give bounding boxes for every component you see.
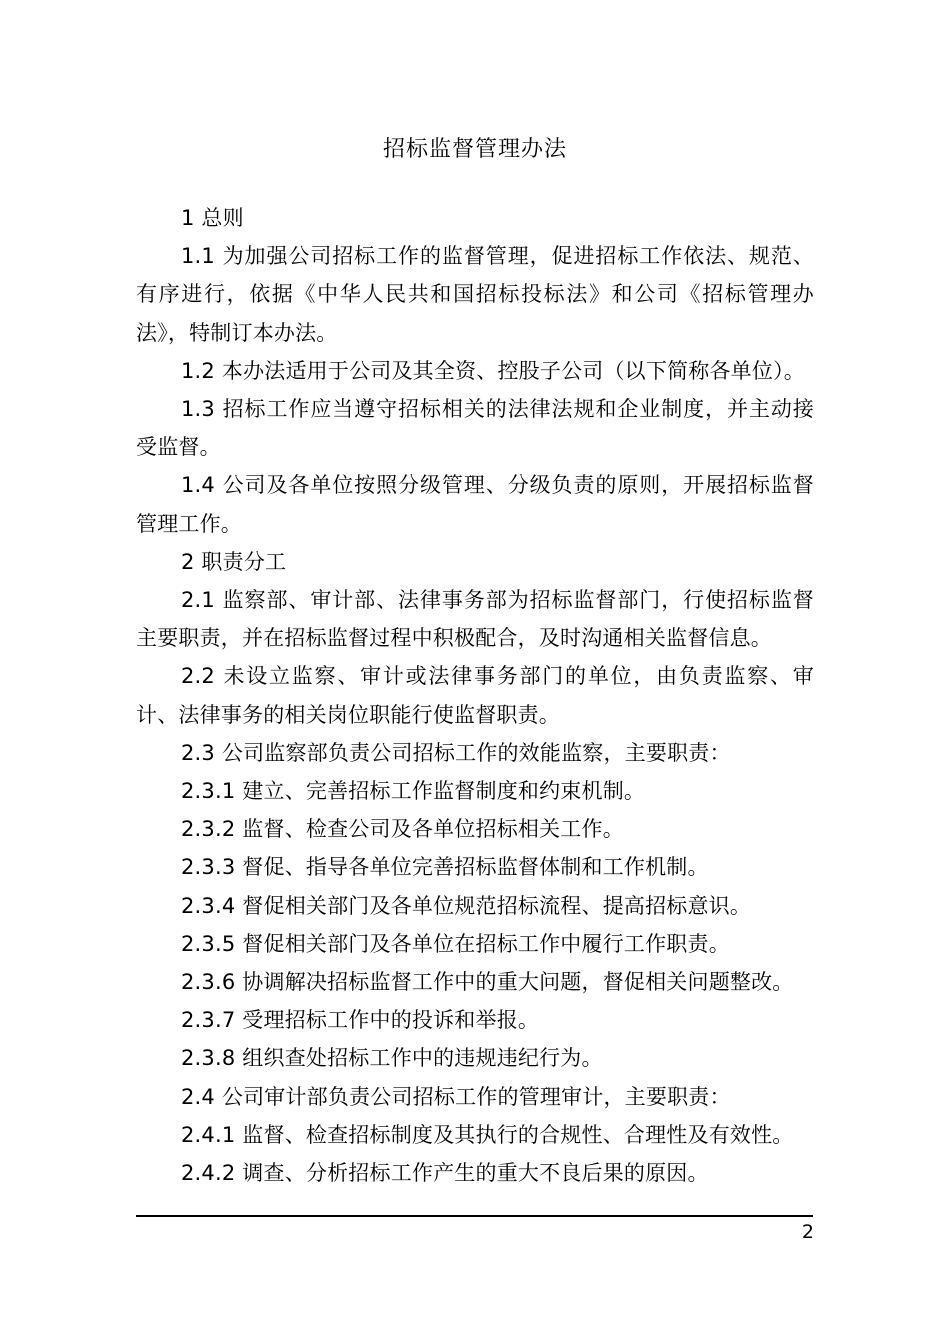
clause-2-1: 2.1 监察部、审计部、法律事务部为招标监督部门，行使招标监督主要职责，并在招标监督过程中积极配合，及时沟通相关监督信息。: [136, 588, 814, 651]
clause-2-3-2: 2.3.2 监督、检查公司及各单位招标相关工作。: [181, 817, 624, 842]
clause-2-3-4: 2.3.4 督促相关部门及各单位规范招标流程、提高招标意识。: [181, 893, 752, 918]
clause-2-3-5: 2.3.5 督促相关部门及各单位在招标工作中履行工作职责。: [181, 931, 730, 956]
document-title: 招标监督管理办法: [382, 137, 567, 162]
clause-1-1: 1.1 为加强公司招标工作的监督管理，促进招标工作依法、规范、有序进行，依据《中华人民共和国招标投标法》和公司《招标管理办法》，特制订本办法。: [136, 244, 814, 345]
clause-2-3-3: 2.3.3 督促、指导各单位完善招标监督体制和工作机制。: [181, 855, 709, 880]
document-body: [136, 199, 814, 1192]
clause-2-3-7: 2.3.7 受理招标工作中的投诉和举报。: [181, 1008, 540, 1033]
section-heading-general: 1 总则: [181, 206, 244, 230]
clause-2-3-1: 2.3.1 建立、完善招标工作监督制度和约束机制。: [181, 779, 646, 804]
clause-2-3-8: 2.3.8 组织查处招标工作中的违规违纪行为。: [181, 1046, 603, 1071]
clause-2-3-6: 2.3.6 协调解决招标监督工作中的重大问题，督促相关问题整改。: [181, 970, 794, 995]
clause-1-3: 1.3 招标工作应当遵守招标相关的法律法规和企业制度，并主动接受监督。: [136, 397, 814, 460]
footer-rule: [136, 1215, 813, 1217]
section-heading-responsibilities: 2 职责分工: [181, 549, 287, 574]
clause-2-4-2: 2.4.2 调查、分析招标工作产生的重大不良后果的原因。: [181, 1161, 709, 1186]
clause-2-3: 2.3 公司监察部负责公司招标工作的效能监察，主要职责：: [181, 740, 731, 765]
clause-2-4: 2.4 公司审计部负责公司招标工作的管理审计，主要职责：: [181, 1084, 731, 1109]
clause-2-4-1: 2.4.1 监督、检查招标制度及其执行的合规性、合理性及有效性。: [181, 1122, 794, 1147]
page-number: 2: [801, 1221, 814, 1243]
clause-2-2: 2.2 未设立监察、审计或法律事务部门的单位，由负责监察、审计、法律事务的相关岗位职能行使监督职责。: [136, 664, 814, 727]
clause-1-4: 1.4 公司及各单位按照分级管理、分级负责的原则，开展招标监督管理工作。: [136, 473, 814, 536]
clause-1-2: 1.2 本办法适用于公司及其全资、控股子公司（以下简称各单位）。: [181, 358, 805, 383]
